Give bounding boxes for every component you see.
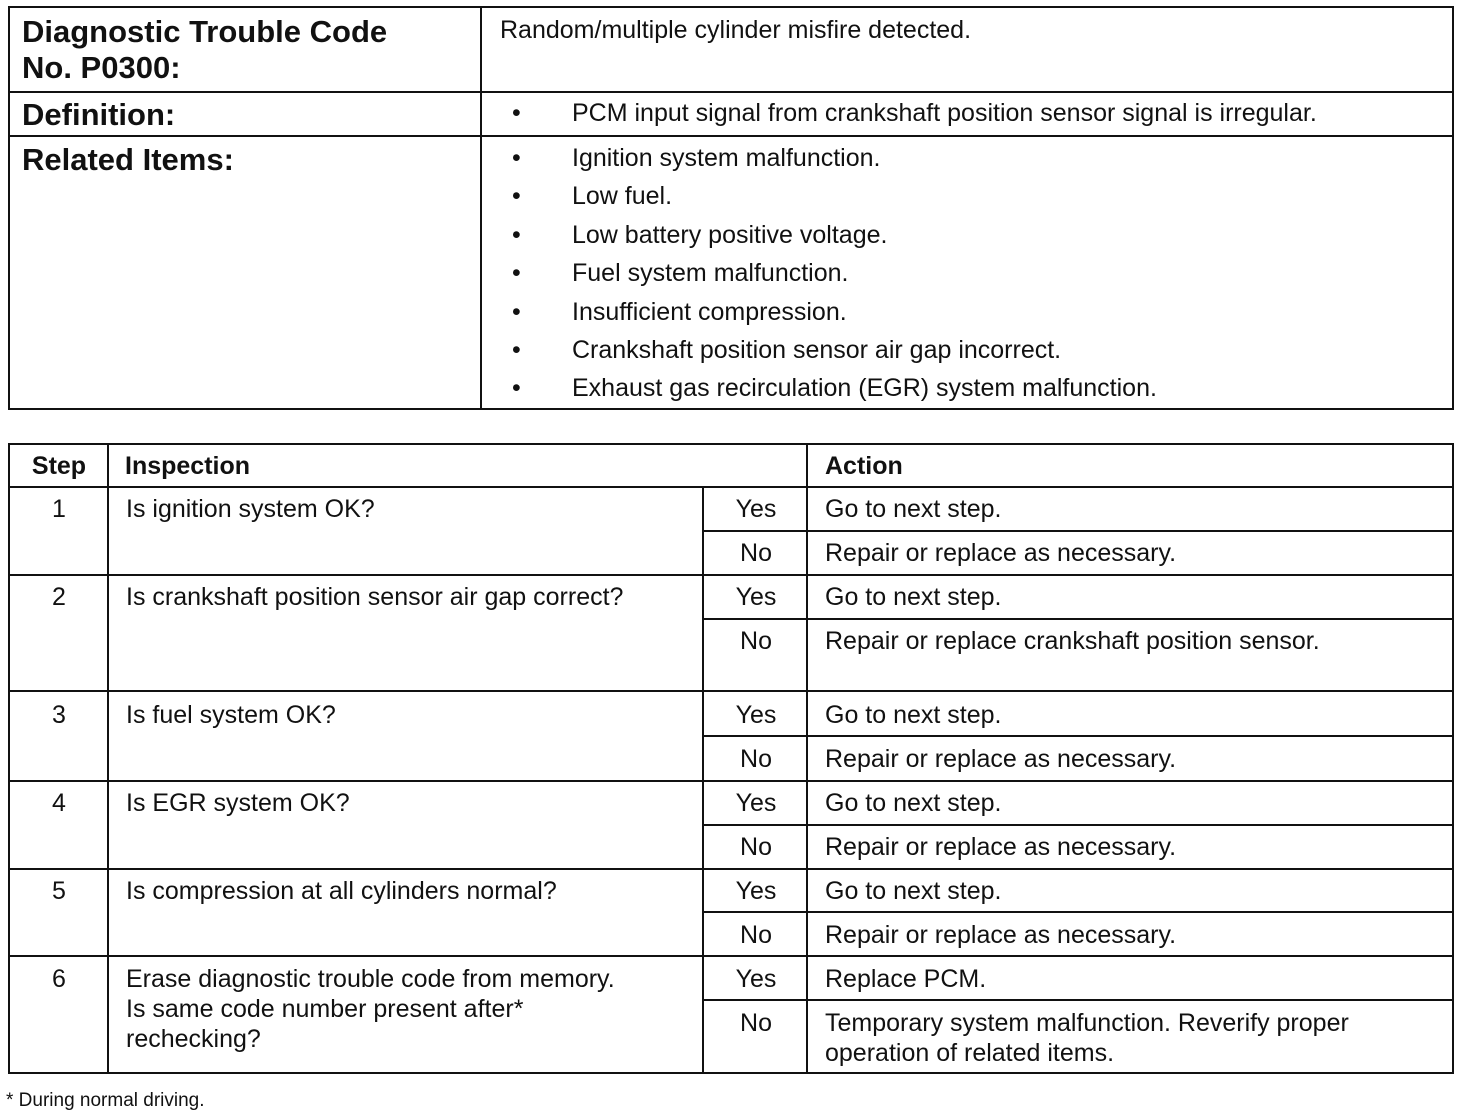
step-number: 2 <box>52 583 66 611</box>
related-item: Crankshaft position sensor air gap incorrect. <box>572 336 1062 364</box>
info-column-divider <box>480 8 482 408</box>
diagnostic-steps-table <box>8 443 1454 1074</box>
no-label: No <box>740 627 772 655</box>
no-label: No <box>740 921 772 949</box>
no-action: Repair or replace as necessary. <box>825 833 1177 861</box>
no-action: Temporary system malfunction. Reverify proper operation of related items. <box>825 1009 1349 1067</box>
row-divider <box>10 574 1452 576</box>
related-item: Insufficient compression. <box>572 298 847 326</box>
no-action: Repair or replace as necessary. <box>825 921 1177 949</box>
bullet: • <box>512 221 521 249</box>
related-items-label: Related Items: <box>22 142 234 177</box>
yes-no-divider <box>702 911 1452 913</box>
info-row-divider <box>10 135 1452 137</box>
yes-action: Go to next step. <box>825 701 1002 729</box>
related-item: Ignition system malfunction. <box>572 144 881 172</box>
action-header: Action <box>825 452 903 480</box>
inspection-text: Is compression at all cylinders normal? <box>126 877 557 905</box>
yes-label: Yes <box>735 495 777 523</box>
yes-action: Go to next step. <box>825 789 1002 817</box>
definition-label: Definition: <box>22 97 176 132</box>
bullet: • <box>512 259 521 287</box>
definition-item: PCM input signal from crankshaft position sensor signal is irregular. <box>572 99 1317 127</box>
yes-label: Yes <box>735 965 777 993</box>
bullet: • <box>512 298 521 326</box>
yes-label: Yes <box>735 583 777 611</box>
yes-no-divider <box>702 824 1452 826</box>
yes-no-divider <box>702 618 1452 620</box>
step-number: 5 <box>52 877 66 905</box>
yes-label: Yes <box>735 877 777 905</box>
bullet: • <box>512 336 521 364</box>
dtc-info-table <box>8 6 1454 410</box>
yes-action: Go to next step. <box>825 495 1002 523</box>
inspection-text: Erase diagnostic trouble code from memory. Is same code number present after* rechecking? <box>126 965 615 1053</box>
bullet: • <box>512 182 521 210</box>
inspection-text: Is crankshaft position sensor air gap correct? <box>126 583 624 611</box>
yes-label: Yes <box>735 789 777 817</box>
dtc-code-value: Random/multiple cylinder misfire detected. <box>500 16 972 44</box>
step-number: 1 <box>52 495 66 523</box>
step-number: 6 <box>52 965 66 993</box>
related-item: Low battery positive voltage. <box>572 221 888 249</box>
header-divider <box>10 486 1452 488</box>
bullet: • <box>512 99 521 127</box>
yes-no-divider <box>702 735 1452 737</box>
yes-action: Go to next step. <box>825 877 1002 905</box>
related-item: Exhaust gas recirculation (EGR) system malfunction. <box>572 374 1157 402</box>
row-divider <box>10 780 1452 782</box>
no-label: No <box>740 1009 772 1037</box>
related-item: Fuel system malfunction. <box>572 259 849 287</box>
no-action: Repair or replace crankshaft position sensor. <box>825 627 1320 655</box>
yes-no-divider <box>702 999 1452 1001</box>
related-item: Low fuel. <box>572 182 673 210</box>
row-divider <box>10 868 1452 870</box>
row-divider <box>10 955 1452 957</box>
inspection-text: Is fuel system OK? <box>126 701 336 729</box>
step-number: 4 <box>52 789 66 817</box>
footnote: * During normal driving. <box>6 1090 205 1111</box>
bullet: • <box>512 374 521 402</box>
no-label: No <box>740 539 772 567</box>
info-row-divider <box>10 91 1452 93</box>
no-action: Repair or replace as necessary. <box>825 539 1177 567</box>
yes-action: Replace PCM. <box>825 965 987 993</box>
no-action: Repair or replace as necessary. <box>825 745 1177 773</box>
bullet: • <box>512 144 521 172</box>
step-number: 3 <box>52 701 66 729</box>
inspection-text: Is EGR system OK? <box>126 789 350 817</box>
row-divider <box>10 690 1452 692</box>
no-label: No <box>740 745 772 773</box>
inspection-header: Inspection <box>125 452 251 480</box>
inspection-text: Is ignition system OK? <box>126 495 375 523</box>
yes-no-divider <box>702 530 1452 532</box>
dtc-code-label: Diagnostic Trouble Code No. P0300: <box>22 14 388 85</box>
step-header: Step <box>31 452 87 480</box>
no-label: No <box>740 833 772 861</box>
yes-label: Yes <box>735 701 777 729</box>
yes-action: Go to next step. <box>825 583 1002 611</box>
